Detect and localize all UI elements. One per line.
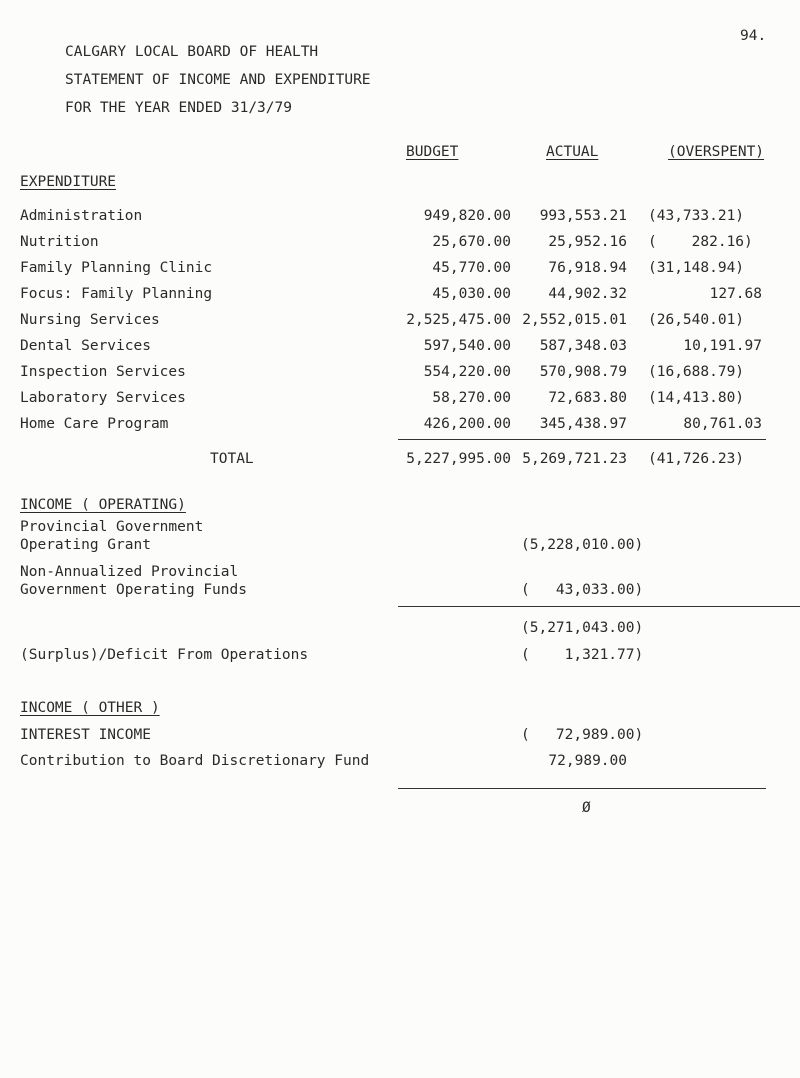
interest-income-value: ( 72,989.00) xyxy=(521,727,644,743)
total-actual: 5,269,721.23 xyxy=(522,451,627,467)
row-label: Administration xyxy=(20,208,143,224)
row-overspent: (43,733.21) xyxy=(648,208,745,224)
row-label: Family Planning Clinic xyxy=(20,260,213,276)
row-budget: 554,220.00 xyxy=(423,364,511,380)
interest-income-label: INTEREST INCOME xyxy=(20,727,151,743)
row-actual: 72,683.80 xyxy=(548,390,627,406)
income-other-heading: INCOME ( OTHER ) xyxy=(20,700,160,716)
row-overspent: 127.68 xyxy=(709,286,762,302)
col-budget-header: BUDGET xyxy=(406,144,459,160)
non-annualized-value: ( 43,033.00) xyxy=(521,582,644,598)
row-overspent: 10,191.97 xyxy=(683,338,762,354)
row-overspent: (26,540.01) xyxy=(648,312,745,328)
contribution-value: 72,989.00 xyxy=(548,753,627,769)
header-statement: STATEMENT OF INCOME AND EXPENDITURE xyxy=(65,72,371,88)
total-label: TOTAL xyxy=(210,451,254,467)
surplus-deficit-label: (Surplus)/Deficit From Operations xyxy=(20,647,309,663)
page-number: 94. xyxy=(740,28,767,44)
row-label: Inspection Services xyxy=(20,364,186,380)
header-period: FOR THE YEAR ENDED 31/3/79 xyxy=(65,100,292,116)
row-budget: 45,030.00 xyxy=(432,286,511,302)
row-actual: 993,553.21 xyxy=(539,208,627,224)
row-label: Laboratory Services xyxy=(20,390,186,406)
row-budget: 426,200.00 xyxy=(423,416,511,432)
header-org: CALGARY LOCAL BOARD OF HEALTH xyxy=(65,44,319,60)
row-budget: 25,670.00 xyxy=(432,234,511,250)
row-overspent: (14,413.80) xyxy=(648,390,745,406)
operating-subtotal-value: (5,271,043.00) xyxy=(521,620,644,636)
row-overspent: ( 282.16) xyxy=(648,234,753,250)
row-actual: 25,952.16 xyxy=(548,234,627,250)
row-label: Home Care Program xyxy=(20,416,169,432)
row-label: Nursing Services xyxy=(20,312,160,328)
row-budget: 58,270.00 xyxy=(432,390,511,406)
subtotal-rule xyxy=(398,606,800,607)
row-actual: 587,348.03 xyxy=(539,338,627,354)
row-overspent: 80,761.03 xyxy=(683,416,762,432)
non-annualized-label-line1: Non-Annualized Provincial xyxy=(20,564,239,580)
contribution-label: Contribution to Board Discretionary Fund xyxy=(20,753,370,769)
total-rule xyxy=(398,439,766,440)
row-budget: 597,540.00 xyxy=(423,338,511,354)
row-budget: 949,820.00 xyxy=(423,208,511,224)
col-overspent-header: (OVERSPENT) xyxy=(668,144,765,160)
total-budget: 5,227,995.00 xyxy=(406,451,511,467)
grant-value: (5,228,010.00) xyxy=(521,537,644,553)
row-actual: 76,918.94 xyxy=(548,260,627,276)
grant-label-line2: Operating Grant xyxy=(20,537,151,553)
row-label: Focus: Family Planning xyxy=(20,286,213,302)
row-actual: 570,908.79 xyxy=(539,364,627,380)
row-budget: 2,525,475.00 xyxy=(406,312,511,328)
grant-label-line1: Provincial Government xyxy=(20,519,204,535)
row-label: Nutrition xyxy=(20,234,99,250)
non-annualized-label-line2: Government Operating Funds xyxy=(20,582,247,598)
row-overspent: (31,148.94) xyxy=(648,260,745,276)
row-actual: 345,438.97 xyxy=(539,416,627,432)
surplus-deficit-value: ( 1,321.77) xyxy=(521,647,644,663)
row-overspent: (16,688.79) xyxy=(648,364,745,380)
row-budget: 45,770.00 xyxy=(432,260,511,276)
row-label: Dental Services xyxy=(20,338,151,354)
col-actual-header: ACTUAL xyxy=(546,144,599,160)
income-operating-heading: INCOME ( OPERATING) xyxy=(20,497,186,513)
final-balance-value: Ø xyxy=(582,800,591,816)
row-actual: 2,552,015.01 xyxy=(522,312,627,328)
row-actual: 44,902.32 xyxy=(548,286,627,302)
total-overspent: (41,726.23) xyxy=(648,451,745,467)
expenditure-heading: EXPENDITURE xyxy=(20,174,117,190)
final-rule xyxy=(398,788,766,789)
